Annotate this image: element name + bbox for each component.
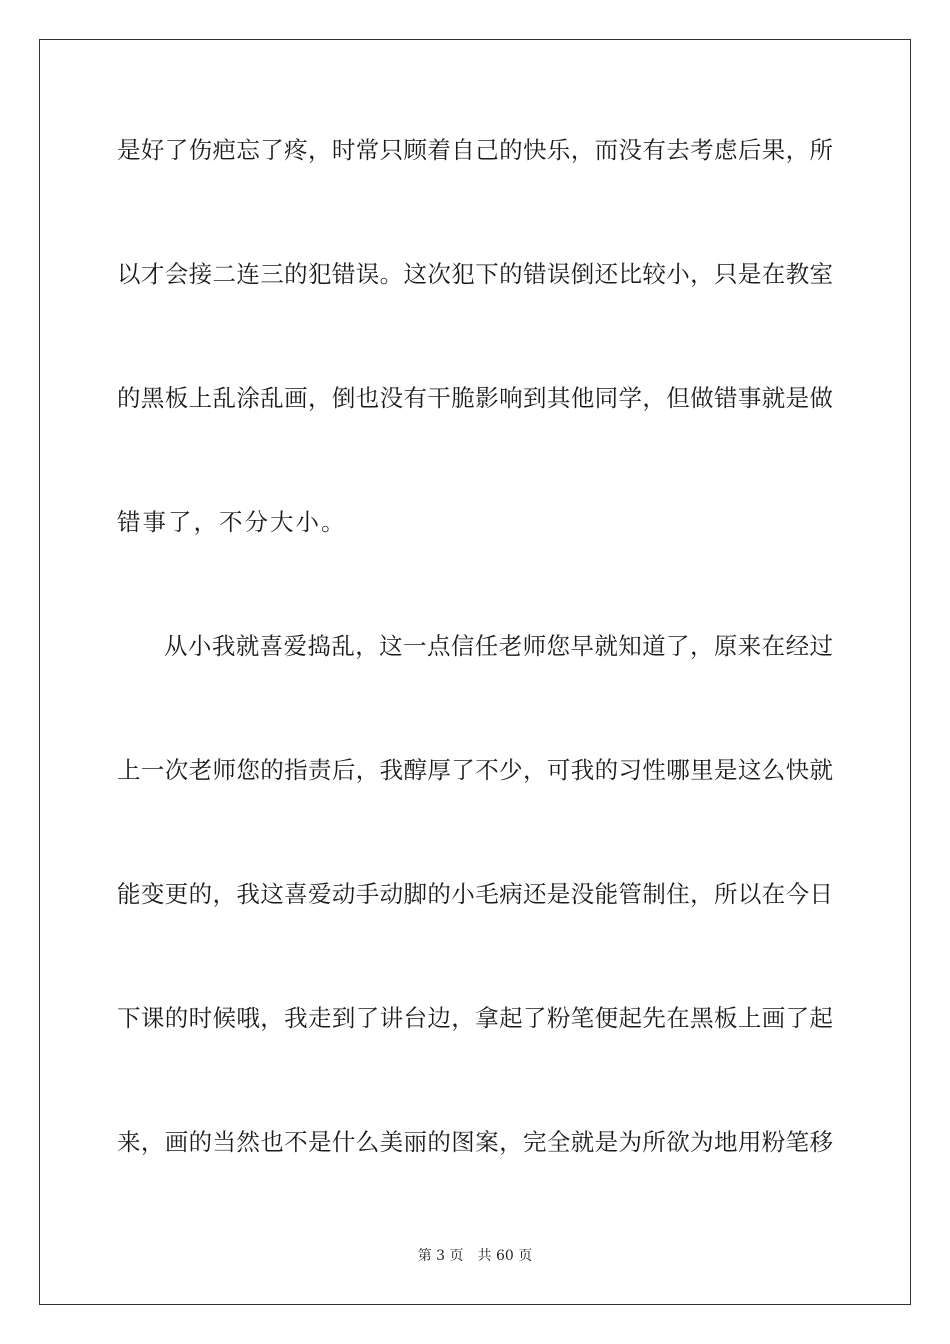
text-line-5-paragraph-start: 从小我就喜爱捣乱，这一点信任老师您早就知道了，原来在经过 (164, 632, 833, 660)
text-line-6: 上一次老师您的指责后，我醇厚了不少，可我的习性哪里是这么快就 (117, 756, 833, 784)
page-number: 第 3 页 (417, 1248, 464, 1264)
page-total: 共 60 页 (477, 1248, 533, 1264)
text-line-8: 下课的时候哦，我走到了讲台边，拿起了粉笔便起先在黑板上画了起 (117, 1004, 833, 1032)
text-line-3: 的黑板上乱涂乱画，倒也没有干脆影响到其他同学，但做错事就是做 (117, 384, 833, 412)
text-line-4: 错事了，不分大小。 (117, 508, 347, 536)
text-line-7: 能变更的，我这喜爱动手动脚的小毛病还是没能管制住，所以在今日 (117, 880, 833, 908)
page-border (39, 39, 911, 1305)
text-line-1: 是好了伤疤忘了疼，时常只顾着自己的快乐，而没有去考虑后果，所 (117, 136, 833, 164)
page-footer (0, 1246, 950, 1266)
text-line-9: 来，画的当然也不是什么美丽的图案，完全就是为所欲为地用粉笔移 (117, 1128, 833, 1156)
text-line-2: 以才会接二连三的犯错误。这次犯下的错误倒还比较小，只是在教室 (117, 260, 833, 288)
